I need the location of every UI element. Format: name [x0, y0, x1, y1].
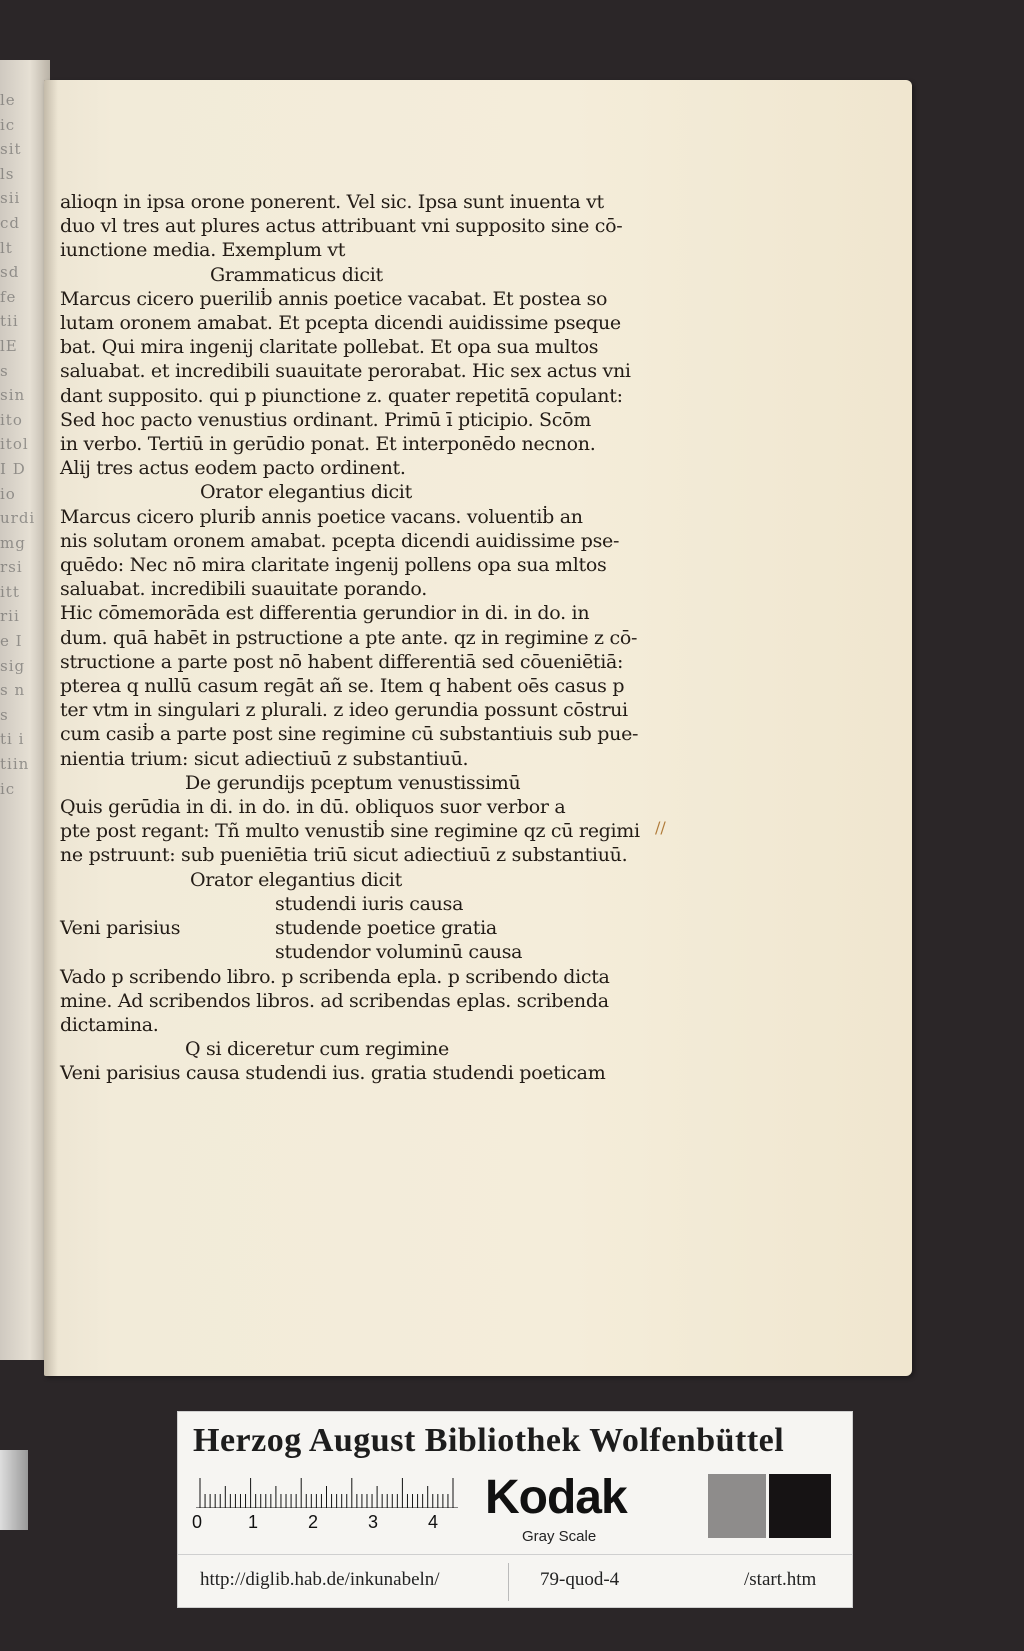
text-line: studendor voluminū causa: [275, 941, 523, 964]
facing-fragment: itol: [0, 435, 29, 454]
text-line: studende poetice gratia: [275, 917, 497, 940]
divider: [508, 1563, 509, 1601]
kodak-logo: Kodak: [485, 1471, 627, 1524]
text-line: dant supposito. qui p piunctione z. quater repetitā copulant:: [60, 384, 623, 407]
section-heading: De gerundijs pceptum venustissimū: [185, 771, 521, 794]
text-line: ne pstruunt: sub pueniētia triū sicut adiectiuū z substantiuū.: [60, 844, 628, 867]
text-line: duo vl tres aut plures actus attribuant vni supposito sine cō-: [60, 215, 623, 238]
text-line: cum casiḃ a parte post sine regimine cū substantiuis sub pue-: [60, 723, 639, 746]
text-line: Marcus cicero pluriḃ annis poetice vacans. voluentiḃ an: [60, 505, 583, 528]
facing-fragment: urdi: [0, 509, 36, 528]
facing-fragment: ti i: [0, 730, 25, 749]
ruler-number: 1: [248, 1512, 259, 1532]
facing-fragment: sig: [0, 656, 26, 675]
facing-fragment: tiin: [0, 755, 30, 774]
facing-fragment: ito: [0, 410, 23, 429]
text-line: saluabat. et incredibili suauitate perorabat. Hic sex actus vni: [60, 360, 631, 383]
facing-fragment: ic: [0, 115, 16, 134]
url-suffix: /start.htm: [744, 1569, 817, 1590]
text-line: saluabat. incredibili suauitate porando.: [60, 578, 427, 601]
text-line: Marcus cicero pueriliḃ annis poetice vacabat. Et postea so: [60, 287, 608, 310]
text-line: nientia trium: sicut adiectiuū z substantiuū.: [60, 747, 469, 770]
facing-fragment: s n: [0, 681, 26, 700]
page-gutter-shadow: [44, 80, 58, 1376]
text-line: ter vtm in singulari z plurali. z ideo gerundia possunt cōstrui: [60, 699, 628, 722]
facing-fragment: s: [0, 705, 9, 724]
gray-swatch: [708, 1474, 766, 1538]
white-swatch: [648, 1474, 706, 1538]
text-line: Vado p scribendo libro. p scribenda epla. p scribendo dicta: [60, 965, 610, 988]
text-line: mine. Ad scribendos libros. ad scribendas eplas. scribenda: [60, 989, 609, 1012]
facing-fragment: lt: [0, 238, 13, 257]
facing-fragment: mg: [0, 533, 26, 552]
margin-mark: //: [655, 818, 666, 837]
text-line: Hic cōmemorāda est differentia gerundior in di. in do. in: [60, 602, 590, 625]
facing-fragment: fe: [0, 287, 17, 306]
url-id: 79-quod-4: [540, 1569, 620, 1590]
facing-fragment: e I: [0, 632, 23, 651]
text-line: in verbo. Tertiū in gerūdio ponat. Et interponēdo necnon.: [60, 433, 596, 456]
incunabula-text: [60, 190, 660, 1086]
text-line: Veni parisius causa studendi ius. gratia studendi poeticam: [60, 1062, 606, 1085]
text-line: dictamina.: [60, 1013, 159, 1036]
facing-fragment: cd: [0, 213, 21, 232]
ruler-scale: [196, 1472, 458, 1508]
black-swatch: [769, 1474, 831, 1538]
facing-fragment: itt: [0, 582, 20, 601]
text-line: dum. quā habēt in pstructione a pte ante. qz in regimine z cō-: [60, 626, 638, 649]
facing-fragment: tii: [0, 312, 19, 331]
facing-fragment: ic: [0, 779, 16, 798]
gray-scale-label: Gray Scale: [522, 1528, 597, 1545]
facing-fragment: rsi: [0, 558, 23, 577]
text-line: bat. Qui mira ingenij claritate pollebat. Et opa sua multos: [60, 336, 599, 359]
text-line: Veni parisius: [60, 917, 181, 940]
library-title: Herzog August Bibliothek Wolfenbüttel: [193, 1422, 785, 1459]
facing-fragment: le: [0, 91, 16, 109]
book-clip: [0, 1450, 28, 1530]
facing-fragment: sd: [0, 263, 20, 282]
ruler-number: 4: [428, 1512, 439, 1532]
two-column-line: [60, 916, 660, 940]
facing-page-text: [0, 88, 46, 1118]
text-line: quēdo: Nec nō mira claritate ingenij pollens opa sua mltos: [60, 554, 607, 577]
text-line: nis solutam oronem amabat. pcepta dicendi auidissime pse-: [60, 529, 620, 552]
text-line: Quis gerūdia in di. in do. in dū. obliquos suor verbor a: [60, 796, 566, 819]
section-heading: Orator elegantius dicit: [200, 481, 412, 504]
color-bar-card: [177, 1411, 853, 1608]
section-heading: Orator elegantius dicit: [190, 868, 402, 891]
facing-fragment: s: [0, 361, 9, 380]
ruler-number: 0: [192, 1512, 203, 1532]
facing-fragment: io: [0, 484, 16, 503]
facing-fragment: lE: [0, 336, 18, 355]
text-line: alioqn in ipsa orone ponerent. Vel sic. Ipsa sunt inuenta vt: [60, 191, 604, 213]
text-line: pte post regant: Tñ multo venustiḃ sine regimine qz cū regimi: [60, 820, 640, 843]
text-line: Alij tres actus eodem pacto ordinent.: [60, 457, 406, 480]
facing-fragment: sit: [0, 140, 22, 159]
ruler-number: 2: [308, 1512, 319, 1532]
text-line: iunctione media. Exemplum vt: [60, 239, 346, 262]
text-line: pterea q nullū casum regāt añ se. Item q habent oēs casus p: [60, 675, 625, 698]
facing-fragment: rii: [0, 607, 20, 626]
facing-fragment: sii: [0, 189, 21, 208]
text-line: structione a parte post nō habent differentiā sed cōueniētiā:: [60, 650, 624, 673]
facing-fragment: I D: [0, 459, 26, 478]
facing-fragment: sin: [0, 386, 26, 405]
ruler-number: 3: [368, 1512, 379, 1532]
section-heading: Q si diceretur cum regimine: [185, 1038, 449, 1061]
ruler-numbers: [192, 1512, 462, 1534]
section-heading: Grammaticus dicit: [210, 263, 383, 286]
url-base: http://diglib.hab.de/inkunabeln/: [200, 1569, 440, 1590]
url-footer: [178, 1554, 852, 1608]
facing-fragment: ls: [0, 164, 15, 183]
text-line: lutam oronem amabat. Et pcepta dicendi auidissime pseque: [60, 312, 621, 335]
text-line: studendi iuris causa: [275, 892, 464, 915]
text-line: Sed hoc pacto venustius ordinant. Primū ī pticipio. Scōm: [60, 408, 591, 431]
